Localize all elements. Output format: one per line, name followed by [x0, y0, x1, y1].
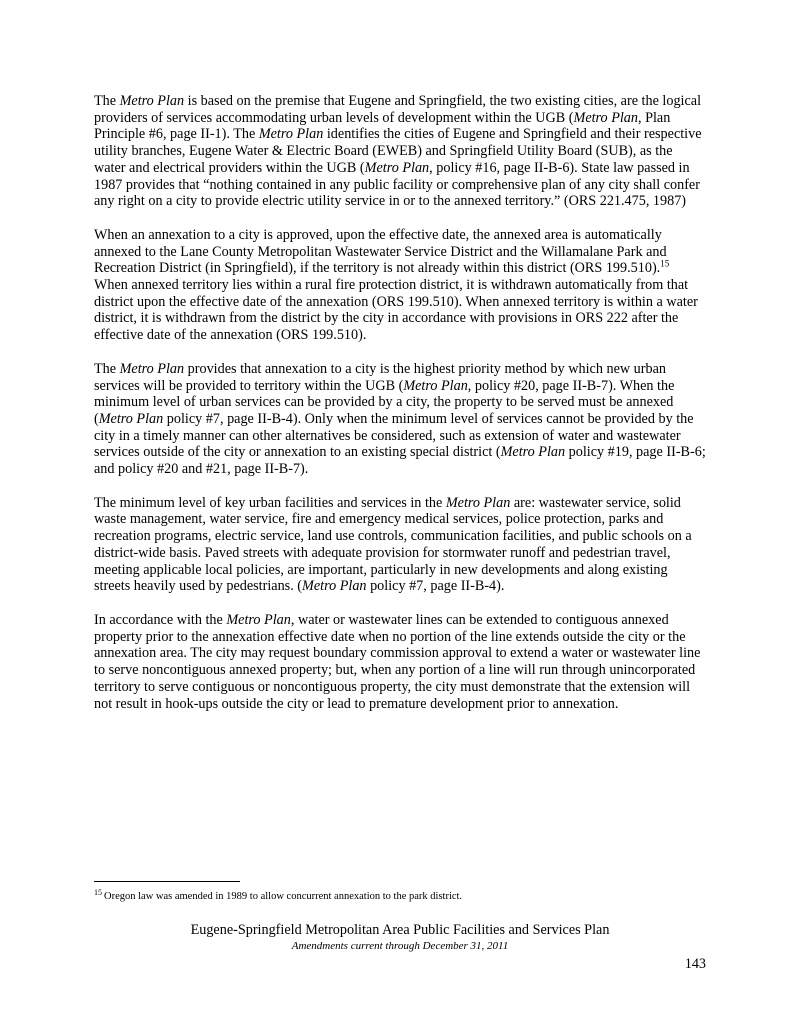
page-number: 143 [684, 956, 706, 972]
italic-text: Metro Plan [98, 410, 164, 427]
italic-text: Metro Plan [119, 360, 185, 377]
text-run: , policy #16, page II-B-6). State law passed in 1987 provides that “nothing contained in any public facility or comprehensive plan of any city shall confer any right on a city to provide electric utility service in or to the annexed territory.” (ORS 221.475, 1987) [94, 159, 700, 210]
text-run: is based on the premise that Eugene and Springfield, the two existing cities, are the logical providers of services accommodating urban levels of development within the UGB ( [94, 93, 702, 126]
body-text [94, 93, 706, 729]
italic-text: Metro Plan, [403, 377, 472, 394]
text-run: When annexed territory lies within a rural fire protection district, it is withdrawn automatically from that district upon the effective date of the annexation (ORS 199.510). When annexed territory is within a water district, it is withdrawn from the district by the city in accordance with provisions in ORS 222 after the effective date of the annexation (ORS 199.510). [94, 277, 698, 344]
paragraph-1 [94, 93, 706, 210]
text-run: policy #7, page II-B-4). [366, 578, 505, 595]
paragraph-4 [94, 495, 706, 595]
text-run: identifies the cities of Eugene and Springfield and their respective utility branches, Eugene Water & Electric Board (EWEB) and Springfield Utility Board (SUB), as the water and electrical providers within the UGB ( [94, 126, 702, 176]
footer-subtitle: Amendments current through December 31, 2011 [291, 940, 509, 952]
footnote [94, 887, 706, 903]
italic-text: Metro Plan [573, 109, 638, 126]
italic-text: Metro Plan [445, 494, 511, 511]
paragraph-3 [94, 361, 706, 478]
text-run: policy #19, page II-B-6; and policy #20 and #21, page II-B-7). [94, 444, 706, 478]
text-run: In accordance with the [94, 611, 227, 628]
italic-text: Metro Plan [500, 444, 566, 461]
italic-text: Metro Plan [364, 159, 430, 176]
text-run: policy #7, page II-B-4). Only when the minimum level of services cannot be provided by the city in a timely manner can other alternatives be considered, such as extension of water and wastewater services outside of the city or annexation to an existing special district ( [94, 410, 694, 461]
paragraph-2 [94, 227, 706, 344]
text-run: , Plan Principle #6, page II-1). The [94, 109, 671, 143]
text-run: policy #20, page II-B-7). When the minimum level of urban services can be provided by a city, the property to be served must be annexed ( [94, 377, 675, 427]
text-run: The [94, 360, 120, 377]
text-run: The [94, 93, 120, 109]
italic-text: Metro Plan [226, 611, 291, 628]
text-run: provides that annexation to a city is the highest priority method by which new urban services will be provided to territory within the UGB ( [94, 360, 666, 394]
italic-text: Metro Plan [302, 578, 367, 595]
italic-text: Metro Plan [258, 126, 324, 143]
text-run: are: wastewater service, solid waste management, water service, fire and emergency medical services, police protection, parks and recreation programs, electric service, land use controls, communication facilities, and public schools on a district-wide basis. Paved streets with adequate provision for stormwater runoff and pedestrian travel, meeting applicable local policies, are important, particularly in new developments and along existing streets heavily used by pedestrians. ( [94, 494, 692, 595]
text-run: When an annexation to a city is approved, upon the effective date, the annexed area is automatically annexed to the Lane County Metropolitan Wastewater Service District and the Willamalane Park and Recreation District (in Springfield), if the territory is not already within this district (ORS 199.510). [94, 226, 667, 277]
text-run: , water or wastewater lines can be extended to contiguous annexed property prior to the annexation effective date when no portion of the line extends outside the city or the annexation area. The city may request boundary commission approval to extend a water or wastewater line to serve noncontiguous annexed property; but, when any portion of a line will run through unincorporated territory to serve contiguous or noncontiguous property, the city must demonstrate that the extension will not result in hook-ups outside the city or lead to premature development prior to annexation. [94, 611, 701, 712]
text-run: The minimum level of key urban facilities and services in the [94, 494, 446, 511]
italic-text: Metro Plan [119, 93, 185, 109]
footnote-marker: 15 [94, 887, 102, 897]
footnote-text: Oregon law was amended in 1989 to allow concurrent annexation to the park district. [104, 891, 463, 902]
footnote-separator [94, 881, 240, 882]
footer-title: Eugene-Springfield Metropolitan Area Public Facilities and Services Plan [190, 922, 610, 938]
paragraph-5 [94, 612, 706, 712]
footnote-reference: 15 [660, 258, 670, 269]
